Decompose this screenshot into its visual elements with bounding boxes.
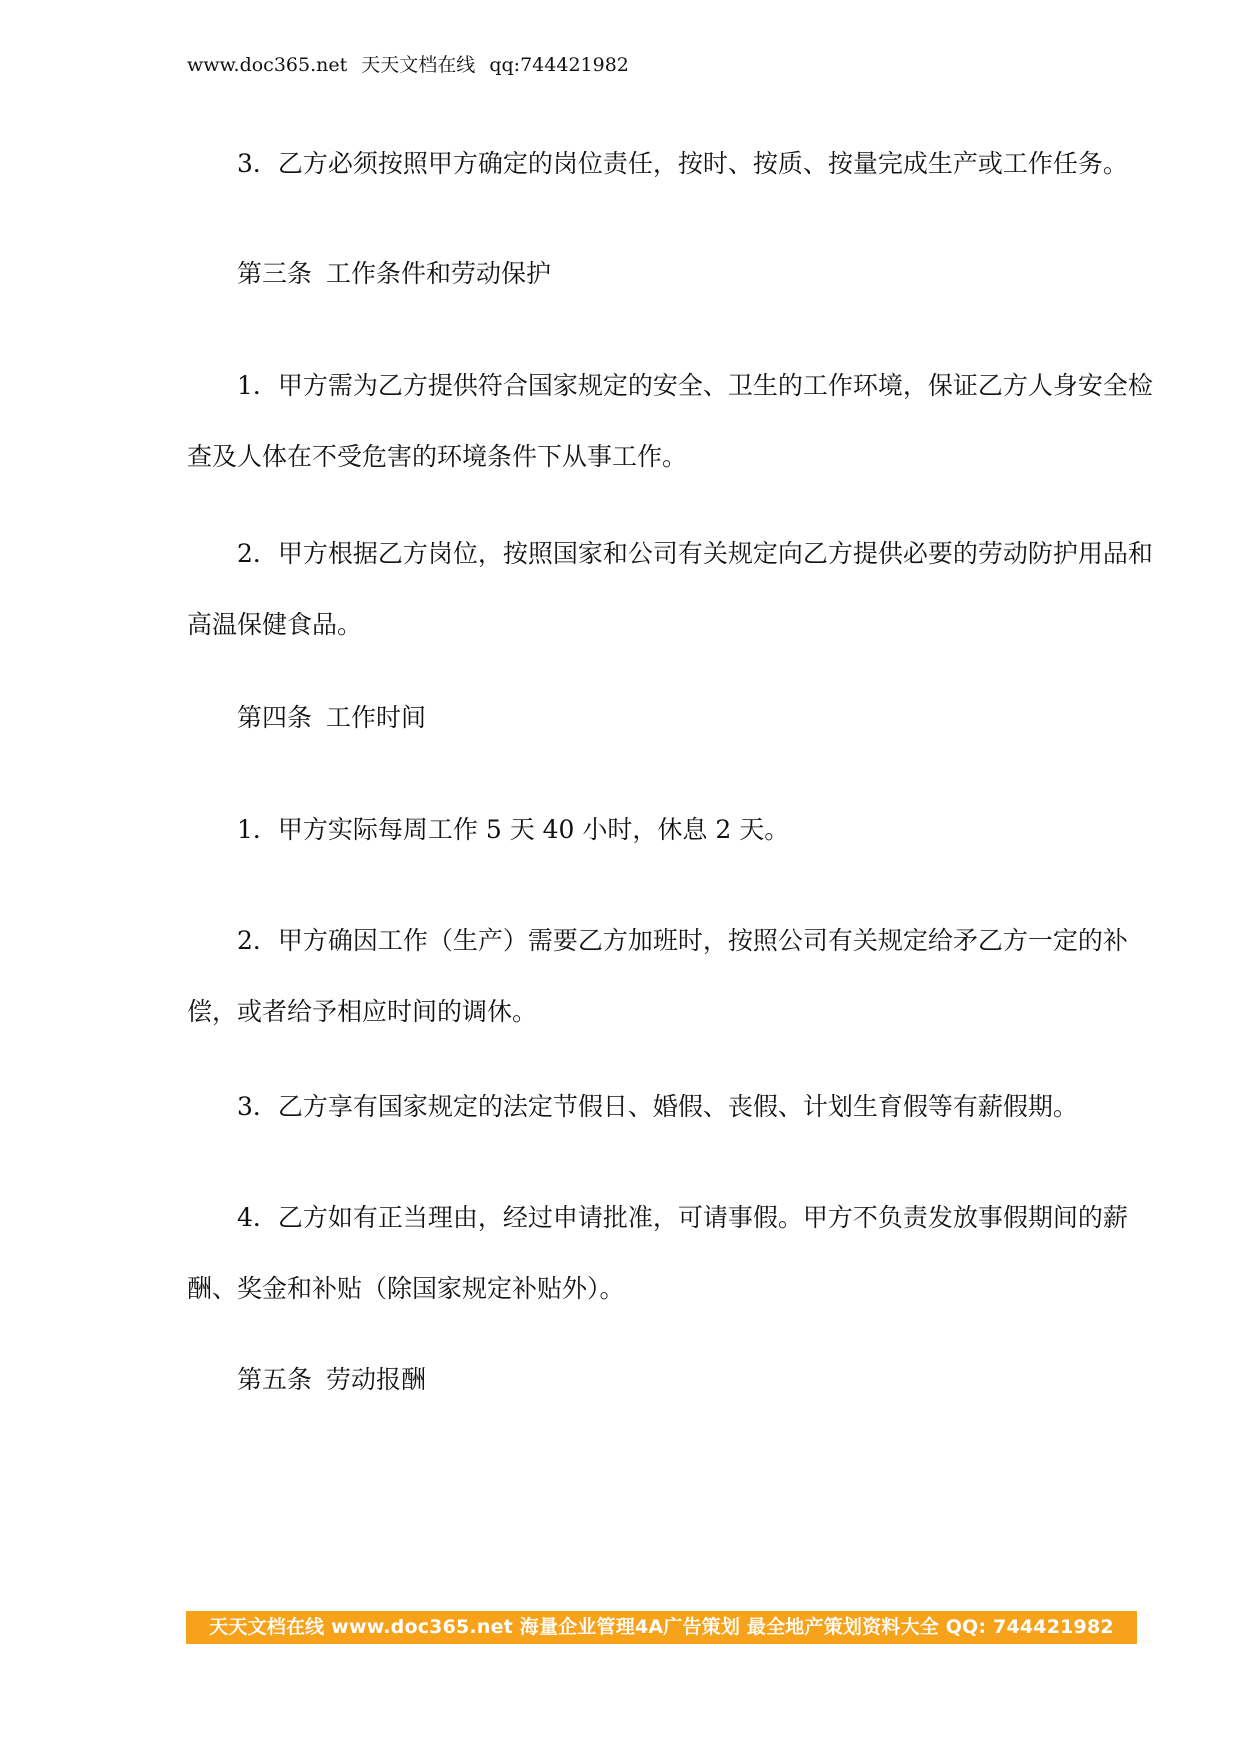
paragraph-2-overtime: 2．甲方确因工作（生产）需要乙方加班时，按照公司有关规定给矛乙方一定的补偿，或者给予相应时间的调休。 bbox=[187, 926, 1128, 1026]
page-header bbox=[187, 50, 629, 80]
paragraph-2-protection: 2．甲方根据乙方岗位，按照国家和公司有关规定向乙方提供必要的劳动防护用品和高温保健食品。 bbox=[187, 539, 1153, 639]
paragraph-3-holidays: 3．乙方享有国家规定的法定节假日、婚假、丧假、计划生育假等有薪假期。 bbox=[237, 1092, 1078, 1121]
paragraph-4-leave: 4．乙方如有正当理由，经过申请批准，可请事假。甲方不负责发放事假期间的薪酬、奖金和补贴（除国家规定补贴外）。 bbox=[187, 1203, 1128, 1303]
paragraph-1-environment: 1．甲方需为乙方提供符合国家规定的安全、卫生的工作环境，保证乙方人身安全检查及人体在不受危害的环境条件下从事工作。 bbox=[187, 371, 1153, 471]
header-qq: qq:744421982 bbox=[489, 54, 629, 76]
header-site: www.doc365.net bbox=[187, 54, 348, 76]
footer-banner-text: 天天文档在线 www.doc365.net 海量企业管理4A广告策划 最全地产策划资料大全 QQ: 744421982 bbox=[209, 1616, 1114, 1638]
footer-banner bbox=[186, 1611, 1137, 1644]
paragraph-1-weekly-hours: 1．甲方实际每周工作 5 天 40 小时，休息 2 天。 bbox=[237, 815, 790, 844]
paragraph-3-duties: 3．乙方必须按照甲方确定的岗位责任，按时、按质、按量完成生产或工作任务。 bbox=[237, 149, 1128, 178]
header-name: 天天文档在线 bbox=[361, 54, 476, 76]
heading-article-3: 第三条 工作条件和劳动保护 bbox=[237, 259, 552, 288]
heading-article-5: 第五条 劳动报酬 bbox=[237, 1365, 427, 1394]
heading-article-4: 第四条 工作时间 bbox=[237, 703, 427, 732]
